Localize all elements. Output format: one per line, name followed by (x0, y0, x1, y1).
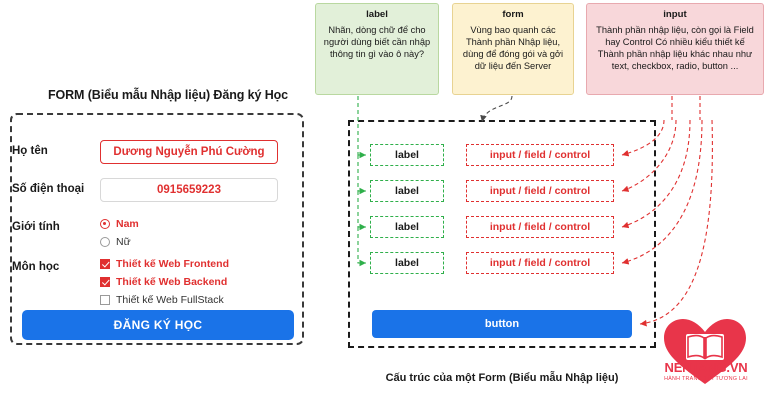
callout-label-title: label (366, 9, 388, 20)
gender-radio-group[interactable] (100, 216, 139, 248)
checkbox-option-backend[interactable] (100, 276, 229, 288)
callout-input-title: input (663, 9, 687, 20)
checkbox-icon-checked (100, 259, 110, 269)
callout-form-body: Vùng bao quanh các Thành phần Nhập liệu, dùng để đóng gói và gởi dữ liệu đến Server (462, 24, 564, 72)
checkbox-label-fullstack: Thiết kế Web FullStack (116, 294, 224, 306)
checkbox-icon-empty (100, 295, 110, 305)
structure-label-3: label (370, 216, 444, 238)
structure-button: button (372, 310, 632, 338)
structure-input-4: input / field / control (466, 252, 614, 274)
checkbox-label-frontend: Thiết kế Web Frontend (116, 258, 229, 270)
fullname-input[interactable]: Dương Nguyễn Phú Cường (100, 140, 278, 164)
radio-label-nam: Nam (116, 218, 139, 230)
checkbox-option-frontend[interactable] (100, 258, 229, 270)
field-label-gender: Giới tính (12, 221, 60, 233)
callout-input-body: Thành phần nhập liệu, còn gọi là Field hay Control Có nhiều kiểu thiết kế Thành phần nhập liệu khác nhau như text, checkbox, radio, button ... (596, 24, 754, 72)
logo-wordmark: NENTANG.VN (664, 360, 748, 375)
structure-label-2: label (370, 180, 444, 202)
callout-label-body: Nhãn, dòng chữ để cho người dùng biết cần nhập thông tin gì vào ô này? (323, 24, 431, 60)
checkbox-icon-checked (100, 277, 110, 287)
logo-tagline: HÀNH TRANG TỚI TƯƠNG LAI (664, 376, 748, 382)
structure-input-2: input / field / control (466, 180, 614, 202)
field-row-subjects (12, 256, 284, 306)
structure-input-1: input / field / control (466, 144, 614, 166)
structure-caption: Cấu trúc của một Form (Biểu mẫu Nhập liệu) (385, 372, 619, 384)
field-row-gender (12, 216, 284, 248)
phone-input[interactable]: 0915659223 (100, 178, 278, 202)
structure-input-3: input / field / control (466, 216, 614, 238)
radio-label-nu: Nữ (116, 236, 131, 248)
radio-icon-selected (100, 219, 110, 229)
checkbox-label-backend: Thiết kế Web Backend (116, 276, 228, 288)
structure-label-1: label (370, 144, 444, 166)
checkbox-option-fullstack[interactable] (100, 294, 229, 306)
callout-form (452, 3, 574, 95)
field-label-fullname: Họ tên (12, 145, 48, 157)
field-row-phone (12, 178, 284, 202)
form-title: FORM (Biểu mẫu Nhập liệu) Đăng ký Học (47, 88, 289, 102)
callout-input (586, 3, 764, 95)
radio-icon-empty (100, 237, 110, 247)
callout-label (315, 3, 439, 95)
subjects-checkbox-group[interactable] (100, 256, 229, 306)
radio-option-nam[interactable] (100, 218, 139, 230)
radio-option-nu[interactable] (100, 236, 139, 248)
callout-form-title: form (502, 9, 524, 20)
field-label-phone: Số điện thoại (12, 183, 85, 195)
field-row-fullname (12, 140, 284, 164)
field-label-subjects: Môn học (12, 261, 60, 273)
structure-label-4: label (370, 252, 444, 274)
submit-button[interactable]: ĐĂNG KÝ HỌC (22, 310, 294, 340)
